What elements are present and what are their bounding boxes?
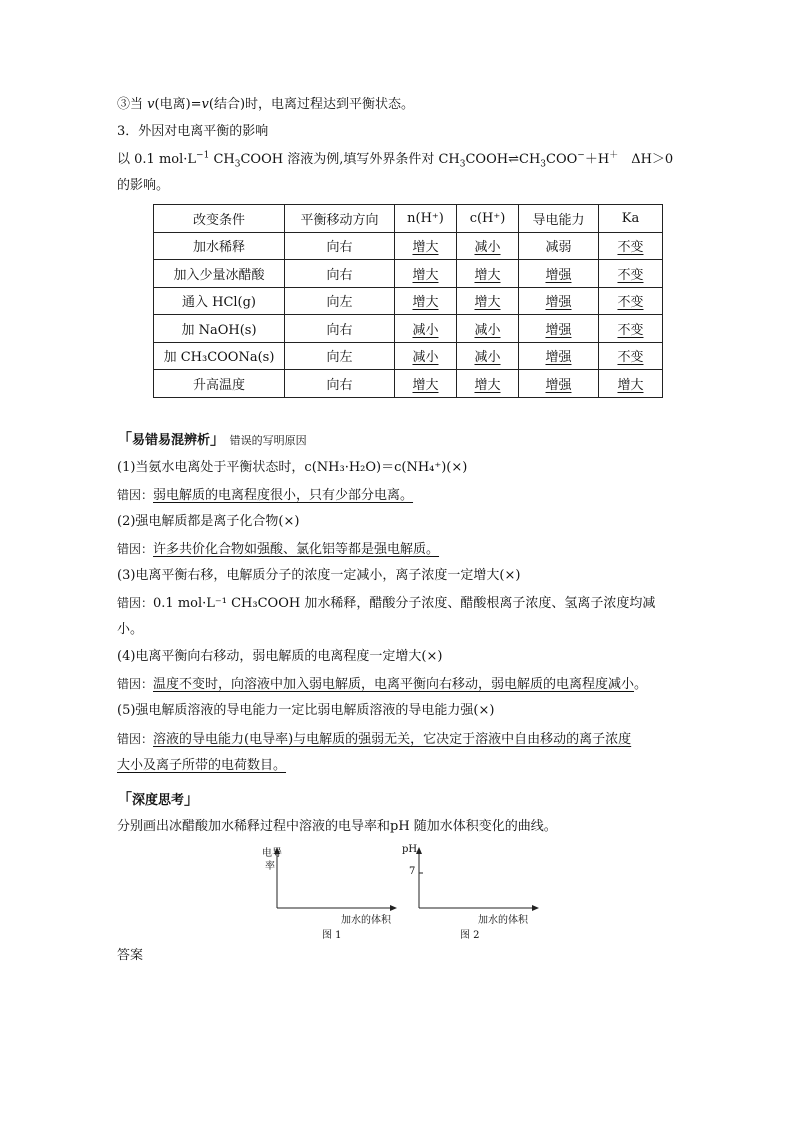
table-cell (599, 370, 663, 398)
text: (电离)= (154, 97, 202, 112)
table-cell (599, 342, 663, 370)
error-reason (117, 593, 655, 614)
bracket-icon: 「 (117, 430, 133, 448)
answer-blank: 增强 (545, 295, 572, 311)
reason-text: 温度不变时，向溶液中加入弱电解质，电离平衡向右移动，弱电解质的电离程度减小 (153, 677, 635, 692)
answer-blank: 不变 (617, 267, 644, 283)
equilibrium-arrow: ⇌ (508, 152, 519, 167)
table-cell (457, 342, 519, 370)
table-cell (395, 287, 457, 315)
table-cell (599, 315, 663, 343)
table-cell (395, 232, 457, 260)
table-cell: 向右 (285, 260, 395, 288)
table-header-row (154, 205, 663, 233)
deep-prompt: 分别画出冰醋酸加水稀释过程中溶液的电导率和pH 随加水体积变化的曲线。 (117, 819, 557, 834)
text: COO (546, 152, 578, 167)
text: 。 (634, 677, 648, 692)
text: −1 (196, 150, 210, 161)
text: (结合)时，电离过程达到平衡状态。 (208, 97, 415, 112)
answer-blank: 增强 (545, 267, 572, 283)
text: CH (209, 152, 235, 167)
figure-2-caption: 图 2 (460, 930, 480, 941)
reason-label: 错因： (117, 542, 154, 556)
text: ΔH＞0 (618, 152, 674, 167)
table-row (154, 232, 663, 260)
figure-2-tick: 7 (409, 866, 416, 877)
answer-blank: 增大 (412, 295, 439, 311)
figure-1 (258, 843, 408, 941)
answer-blank: 增大 (412, 267, 439, 283)
reason-label: 错因： (117, 732, 154, 746)
header-cell: Ka (599, 205, 663, 233)
error-reason (117, 729, 631, 750)
figure-2-xlabel: 加水的体积 (478, 915, 528, 926)
table-cell (395, 342, 457, 370)
section-title: 易错易混辨析 (132, 433, 211, 448)
text: − (577, 150, 585, 161)
table-cell (457, 315, 519, 343)
bracket-icon: 」 (210, 430, 226, 448)
section-subtitle: 错误的写明原因 (229, 434, 307, 447)
section3-description-end: 的影响。 (117, 178, 170, 193)
table-cell (519, 287, 599, 315)
text: 3 (234, 159, 241, 170)
reason-label: 错因： (117, 596, 154, 610)
answer-blank: 减小 (474, 350, 501, 366)
table-cell (599, 287, 663, 315)
table-cell (599, 260, 663, 288)
table-cell: 加入少量冰醋酸 (154, 260, 285, 288)
error-reason (117, 539, 439, 560)
answer-blank: 增强 (545, 350, 572, 366)
answer-blank: 增大 (412, 240, 439, 256)
text: 以 0.1 mol·L (117, 152, 197, 167)
text: 3 (540, 159, 547, 170)
bracket-icon: 「 (117, 790, 133, 808)
header-cell: 平衡移动方向 (285, 205, 395, 233)
table-row (154, 370, 663, 398)
table-cell: 向右 (285, 370, 395, 398)
table-cell (457, 370, 519, 398)
text: v (147, 97, 155, 112)
table-cell (457, 260, 519, 288)
table-cell (395, 370, 457, 398)
table-cell: 向左 (285, 287, 395, 315)
header-cell: n(H⁺) (395, 205, 457, 233)
table-cell (519, 232, 599, 260)
figure-2 (400, 843, 550, 941)
error-reason-cont (117, 756, 286, 776)
equilibrium-table (153, 204, 663, 398)
answer-blank: 增大 (617, 377, 644, 393)
reason-text: 溶液的导电能力(电导率)与电解质的强弱无关，它决定于溶液中自由移动的离子浓度 (153, 732, 632, 747)
table-row (154, 315, 663, 343)
answer-blank: 增强 (545, 322, 572, 338)
text: ＋H (584, 152, 610, 167)
bracket-icon: 」 (184, 790, 200, 808)
error-question: (5)强电解质溶液的导电能力一定比弱电解质溶液的导电能力强(×) (117, 703, 495, 718)
deep-section-heading (117, 788, 199, 809)
figure-1-caption: 图 1 (322, 930, 342, 941)
error-reason (117, 485, 413, 506)
text: CH (519, 152, 541, 167)
answer-blank: 增强 (545, 377, 572, 393)
table-cell: 加水稀释 (154, 232, 285, 260)
reason-text: 许多共价化合物如强酸、氯化铝等都是强电解质。 (153, 542, 440, 557)
section3-title: 3．外因对电离平衡的影响 (117, 124, 269, 139)
table-cell (457, 287, 519, 315)
answer-blank: 减弱 (545, 240, 572, 256)
answer-blank: 减小 (412, 350, 439, 366)
condition-line (117, 95, 414, 115)
text: COOH (465, 152, 509, 167)
answer-blank: 增大 (474, 295, 501, 311)
table-row (154, 342, 663, 370)
table-cell (395, 315, 457, 343)
answer-label: 答案 (117, 948, 144, 963)
table-cell (519, 315, 599, 343)
table-cell: 向右 (285, 315, 395, 343)
reason-text: 大小及离子所带的电荷数目。 (117, 758, 287, 773)
reason-text: 弱电解质的电离程度很小，只有少部分电离。 (153, 488, 414, 503)
table-cell (519, 342, 599, 370)
error-question: (2)强电解质都是离子化合物(×) (117, 514, 300, 529)
table-cell (457, 232, 519, 260)
text: COOH 溶液为例,填写外界条件对 CH (240, 152, 460, 167)
header-cell: 改变条件 (154, 205, 285, 233)
error-question: (3)电离平衡右移，电解质分子的浓度一定减小，离子浓度一定增大(×) (117, 568, 521, 583)
text: 3 (459, 159, 466, 170)
figure-2-ylabel: pH (402, 844, 418, 855)
table-cell (519, 370, 599, 398)
answer-blank: 减小 (474, 240, 501, 256)
header-cell: c(H⁺) (457, 205, 519, 233)
reason-label: 错因： (117, 677, 154, 691)
error-reason (117, 674, 647, 695)
answer-blank: 不变 (617, 295, 644, 311)
answer-blank: 增大 (474, 377, 501, 393)
section-title: 深度思考 (132, 793, 185, 808)
answer-blank: 减小 (474, 322, 501, 338)
table-cell: 加 NaOH(s) (154, 315, 285, 343)
table-row (154, 260, 663, 288)
table-cell: 向右 (285, 232, 395, 260)
figure-1-ylabel: 电导 (262, 848, 282, 859)
answer-blank: 不变 (617, 350, 644, 366)
error-section-heading (117, 428, 307, 449)
answer-blank: 不变 (617, 240, 644, 256)
error-question: (1)当氨水电离处于平衡状态时，c(NH₃·H₂O)＝c(NH₄⁺)(×) (117, 460, 468, 475)
answer-blank: 减小 (412, 322, 439, 338)
answer-blank: 增大 (412, 377, 439, 393)
error-question: (4)电离平衡向右移动，弱电解质的电离程度一定增大(×) (117, 649, 443, 664)
text: ③当 (117, 97, 148, 112)
table-cell (519, 260, 599, 288)
error-reason-cont: 小。 (117, 622, 144, 637)
table-cell: 升高温度 (154, 370, 285, 398)
answer-blank: 不变 (617, 322, 644, 338)
table-cell (395, 260, 457, 288)
table-cell: 向左 (285, 342, 395, 370)
reason-text: 0.1 mol·L⁻¹ CH₃COOH 加水稀释，醋酸分子浓度、醋酸根离子浓度、氢离子浓度均减 (153, 596, 656, 611)
table-row (154, 287, 663, 315)
section3-description (117, 150, 673, 170)
figure-1-xlabel: 加水的体积 (341, 915, 391, 926)
table-cell (599, 232, 663, 260)
answer-blank: 增大 (474, 267, 501, 283)
reason-label: 错因： (117, 488, 154, 502)
figure-1-ylabel: 率 (265, 861, 275, 872)
table-cell: 通入 HCl(g) (154, 287, 285, 315)
text: ＋ (609, 150, 619, 161)
table-cell: 加 CH₃COONa(s) (154, 342, 285, 370)
header-cell: 导电能力 (519, 205, 599, 233)
text: v (201, 97, 209, 112)
